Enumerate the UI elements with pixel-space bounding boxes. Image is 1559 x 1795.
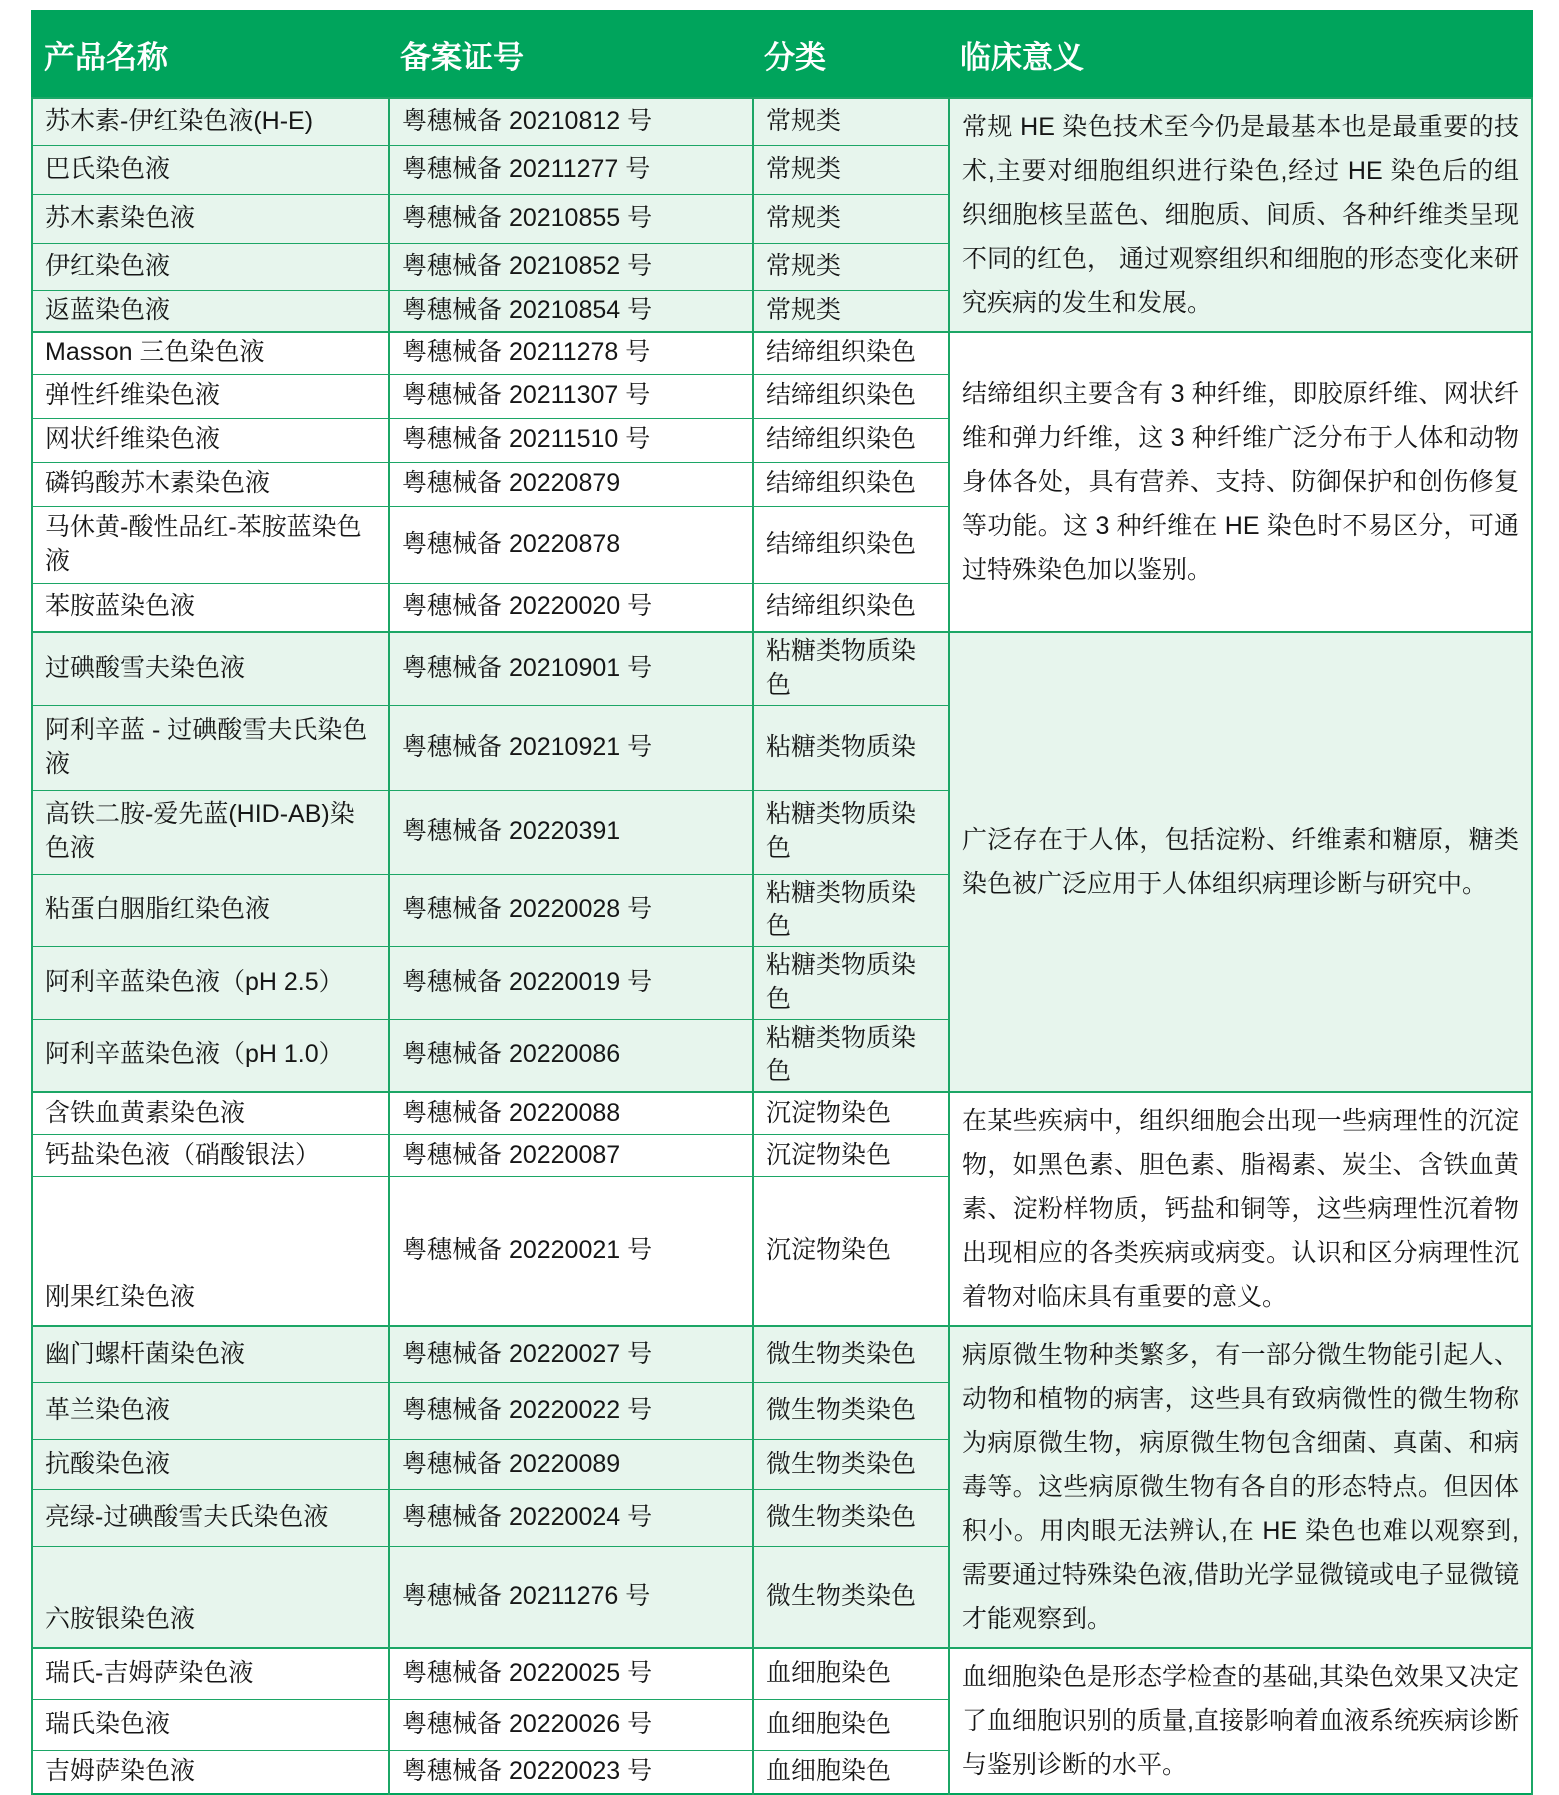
cert-cell: 粤穗械备 20211276 号 [389, 1546, 753, 1648]
clinical-cell: 病原微生物种类繁多，有一部分微生物能引起人、动物和植物的病害，这些具有致病微性的微生物称为病原微生物，病原微生物包含细菌、真菌、和病毒等。这些病原微生物有各自的形态特点。但因体积小。用肉眼无法辨认,在 HE 染色也难以观察到,需要通过特殊染色液,借助光学显微镜或电子显微镜才能观察到。 [949, 1326, 1532, 1648]
classification-cell: 粘糖类物质染色 [753, 947, 949, 1020]
cert-cell: 粤穗械备 20220023 号 [389, 1750, 753, 1794]
classification-cell: 常规类 [753, 291, 949, 332]
product-name-cell: 瑞氏-吉姆萨染色液 [32, 1648, 389, 1699]
cert-cell: 粤穗械备 20210901 号 [389, 632, 753, 705]
cert-cell: 粤穗械备 20220026 号 [389, 1699, 753, 1750]
product-name-cell: 苯胺蓝染色液 [32, 583, 389, 632]
cert-cell: 粤穗械备 20210812 号 [389, 98, 753, 145]
header-classification: 分类 [753, 11, 949, 98]
classification-cell: 微生物类染色 [753, 1546, 949, 1648]
product-name-cell: 瑞氏染色液 [32, 1699, 389, 1750]
cert-cell: 粤穗械备 20220022 号 [389, 1383, 753, 1440]
product-name-cell: 苏木素-伊红染色液(H-E) [32, 98, 389, 145]
classification-cell: 粘糖类物质染色 [753, 632, 949, 705]
classification-cell: 常规类 [753, 243, 949, 290]
cert-cell: 粤穗械备 20220027 号 [389, 1326, 753, 1383]
clinical-cell: 血细胞染色是形态学检查的基础,其染色效果又决定了血细胞识别的质量,直接影响着血液系统疾病诊断与鉴别诊断的水平。 [949, 1648, 1532, 1794]
classification-cell: 结缔组织染色 [753, 506, 949, 583]
product-name-cell: 亮绿-过碘酸雪夫氏染色液 [32, 1490, 389, 1547]
product-name-cell: 磷钨酸苏木素染色液 [32, 462, 389, 506]
clinical-cell: 结缔组织主要含有 3 种纤维，即胶原纤维、网状纤维和弹力纤维，这 3 种纤维广泛分布于人体和动物身体各处，具有营养、支持、防御保护和创伤修复等功能。这 3 种纤维在 HE 染色时不易区分，可通过特殊染色加以鉴别。 [949, 332, 1532, 632]
product-table-container [31, 10, 1533, 1795]
cert-cell: 粤穗械备 20220024 号 [389, 1490, 753, 1547]
classification-cell: 结缔组织染色 [753, 332, 949, 374]
product-name-cell: Masson 三色染色液 [32, 332, 389, 374]
classification-cell: 微生物类染色 [753, 1490, 949, 1547]
cert-cell: 粤穗械备 20220088 [389, 1092, 753, 1134]
classification-cell: 微生物类染色 [753, 1326, 949, 1383]
classification-cell: 常规类 [753, 98, 949, 145]
product-name-cell: 六胺银染色液 [32, 1546, 389, 1648]
classification-cell: 结缔组织染色 [753, 462, 949, 506]
cert-cell: 粤穗械备 20210921 号 [389, 705, 753, 790]
product-name-cell: 高铁二胺-爱先蓝(HID-AB)染色液 [32, 790, 389, 874]
header-cert-number: 备案证号 [389, 11, 753, 98]
product-name-cell: 网状纤维染色液 [32, 418, 389, 462]
classification-cell: 沉淀物染色 [753, 1092, 949, 1134]
classification-cell: 微生物类染色 [753, 1383, 949, 1440]
product-name-cell: 弹性纤维染色液 [32, 374, 389, 418]
classification-cell: 血细胞染色 [753, 1699, 949, 1750]
table-row [32, 332, 1532, 374]
cert-cell: 粤穗械备 20210855 号 [389, 195, 753, 243]
product-name-cell: 含铁血黄素染色液 [32, 1092, 389, 1134]
classification-cell: 粘糖类物质染 [753, 705, 949, 790]
product-name-cell: 伊红染色液 [32, 243, 389, 290]
table-row [32, 1326, 1532, 1383]
header-row [32, 11, 1532, 98]
cert-cell: 粤穗械备 20220019 号 [389, 947, 753, 1020]
classification-cell: 血细胞染色 [753, 1750, 949, 1794]
cert-cell: 粤穗械备 20210852 号 [389, 243, 753, 290]
classification-cell: 沉淀物染色 [753, 1134, 949, 1176]
product-name-cell: 返蓝染色液 [32, 291, 389, 332]
product-name-cell: 革兰染色液 [32, 1383, 389, 1440]
cert-cell: 粤穗械备 20220391 [389, 790, 753, 874]
table-row [32, 98, 1532, 145]
classification-cell: 结缔组织染色 [753, 418, 949, 462]
product-name-cell: 抗酸染色液 [32, 1439, 389, 1489]
cert-cell: 粤穗械备 20220028 号 [389, 874, 753, 947]
product-name-cell: 幽门螺杆菌染色液 [32, 1326, 389, 1383]
classification-cell: 常规类 [753, 145, 949, 194]
classification-cell: 结缔组织染色 [753, 583, 949, 632]
classification-cell: 结缔组织染色 [753, 374, 949, 418]
product-name-cell: 过碘酸雪夫染色液 [32, 632, 389, 705]
classification-cell: 微生物类染色 [753, 1439, 949, 1489]
cert-cell: 粤穗械备 20211277 号 [389, 145, 753, 194]
cert-cell: 粤穗械备 20220878 [389, 506, 753, 583]
header-clinical-significance: 临床意义 [949, 11, 1532, 98]
clinical-cell: 常规 HE 染色技术至今仍是最基本也是最重要的技术,主要对细胞组织进行染色,经过 HE 染色后的组织细胞核呈蓝色、细胞质、间质、各种纤维类呈现不同的红色， 通过观察组织和细胞的形态变化来研究疾病的发生和发展。 [949, 98, 1532, 332]
product-name-cell: 粘蛋白胭脂红染色液 [32, 874, 389, 947]
product-name-cell: 钙盐染色液（硝酸银法） [32, 1134, 389, 1176]
product-name-cell: 苏木素染色液 [32, 195, 389, 243]
classification-cell: 粘糖类物质染色 [753, 1019, 949, 1092]
cert-cell: 粤穗械备 20220089 [389, 1439, 753, 1489]
table-row [32, 1092, 1532, 1134]
cert-cell: 粤穗械备 20211510 号 [389, 418, 753, 462]
cert-cell: 粤穗械备 20220020 号 [389, 583, 753, 632]
classification-cell: 血细胞染色 [753, 1648, 949, 1699]
product-name-cell: 马休黄-酸性品红-苯胺蓝染色液 [32, 506, 389, 583]
cert-cell: 粤穗械备 20220086 [389, 1019, 753, 1092]
clinical-cell: 广泛存在于人体，包括淀粉、纤维素和糖原，糖类染色被广泛应用于人体组织病理诊断与研究中。 [949, 632, 1532, 1092]
product-name-cell: 阿利辛蓝 - 过碘酸雪夫氏染色液 [32, 705, 389, 790]
cert-cell: 粤穗械备 20211278 号 [389, 332, 753, 374]
header-product-name: 产品名称 [32, 11, 389, 98]
cert-cell: 粤穗械备 20220087 [389, 1134, 753, 1176]
cert-cell: 粤穗械备 20220879 [389, 462, 753, 506]
product-name-cell: 吉姆萨染色液 [32, 1750, 389, 1794]
product-name-cell: 刚果红染色液 [32, 1177, 389, 1326]
product-name-cell: 阿利辛蓝染色液（pH 1.0） [32, 1019, 389, 1092]
table-row [32, 1648, 1532, 1699]
classification-cell: 粘糖类物质染色 [753, 874, 949, 947]
product-name-cell: 阿利辛蓝染色液（pH 2.5） [32, 947, 389, 1020]
classification-cell: 沉淀物染色 [753, 1177, 949, 1326]
product-name-cell: 巴氏染色液 [32, 145, 389, 194]
cert-cell: 粤穗械备 20210854 号 [389, 291, 753, 332]
table-row [32, 632, 1532, 705]
cert-cell: 粤穗械备 20220025 号 [389, 1648, 753, 1699]
product-table [31, 10, 1533, 1795]
classification-cell: 常规类 [753, 195, 949, 243]
cert-cell: 粤穗械备 20211307 号 [389, 374, 753, 418]
cert-cell: 粤穗械备 20220021 号 [389, 1177, 753, 1326]
classification-cell: 粘糖类物质染色 [753, 790, 949, 874]
clinical-cell: 在某些疾病中，组织细胞会出现一些病理性的沉淀物，如黑色素、胆色素、脂褐素、炭尘、含铁血黄素、淀粉样物质，钙盐和铜等，这些病理性沉着物出现相应的各类疾病或病变。认识和区分病理性沉着物对临床具有重要的意义。 [949, 1092, 1532, 1326]
